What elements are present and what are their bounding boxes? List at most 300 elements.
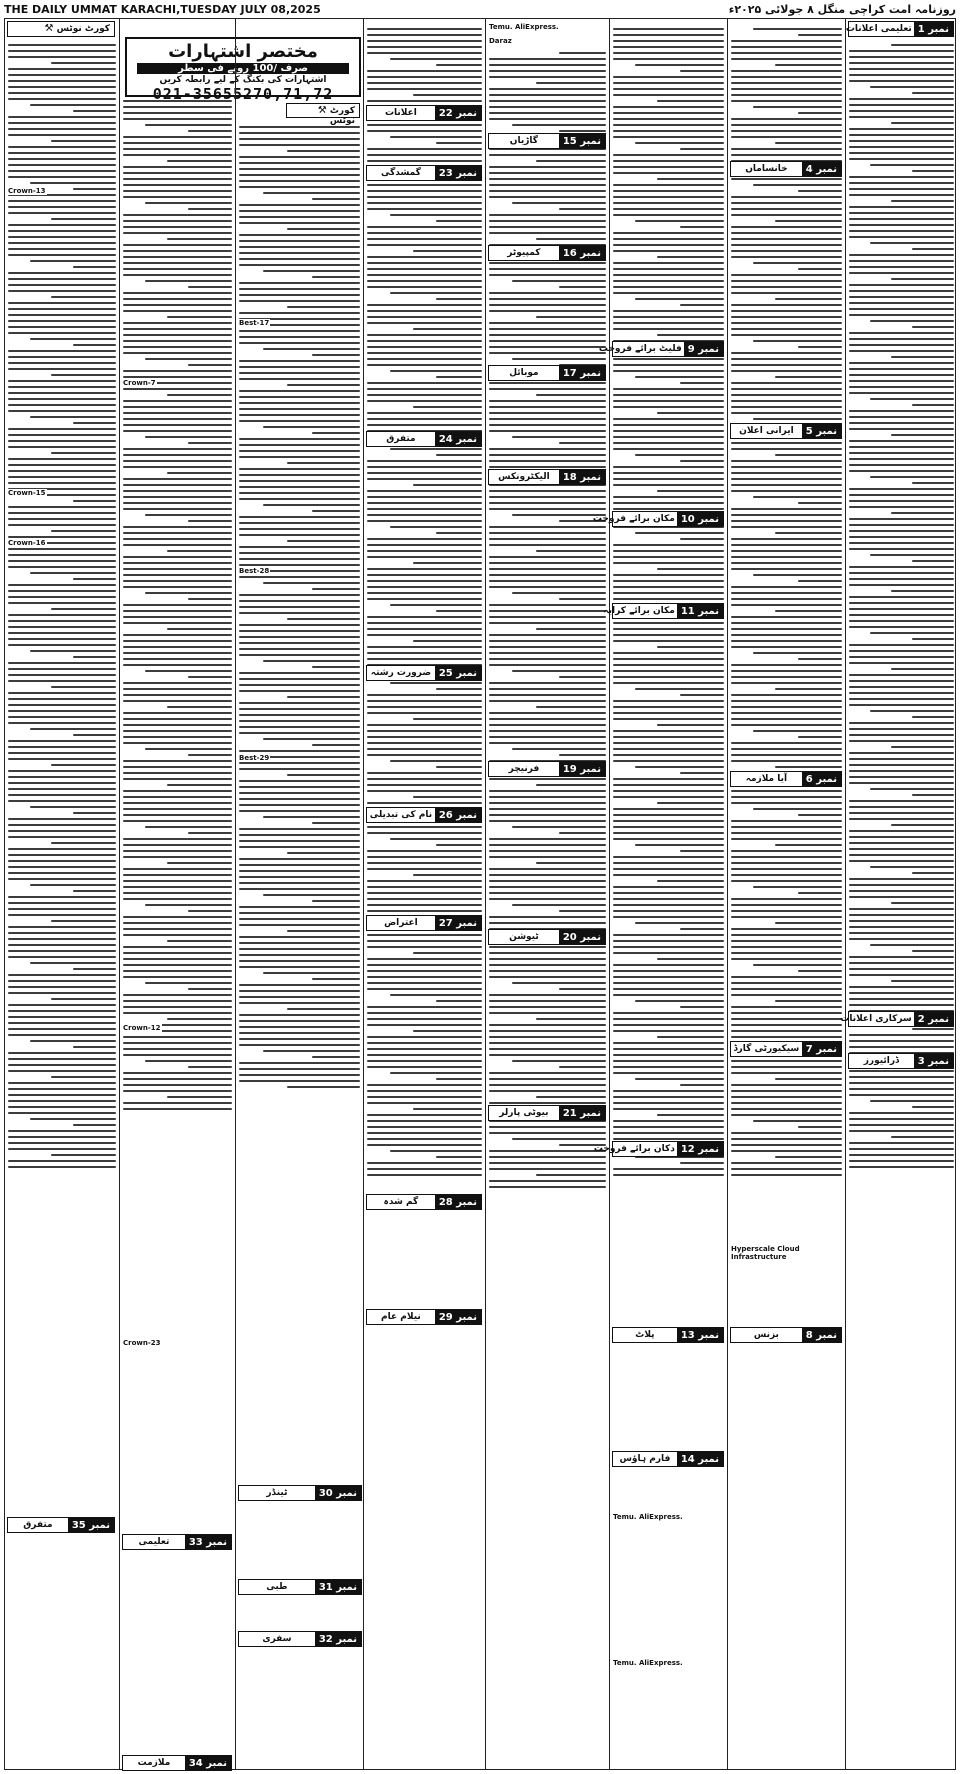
text-line [8, 566, 116, 568]
text-line [167, 472, 232, 474]
column-1-text [8, 41, 116, 1172]
text-line [8, 1094, 116, 1096]
text-line [123, 304, 232, 306]
crown-tag: Crown-7 [123, 379, 156, 387]
text-line [753, 964, 842, 966]
text-line [753, 730, 842, 732]
text-line [8, 1058, 116, 1060]
text-line [849, 548, 954, 550]
text-line [8, 626, 116, 628]
text-line [849, 842, 954, 844]
text-line [8, 752, 116, 754]
text-line [613, 994, 724, 996]
text-line [849, 722, 954, 724]
text-line [798, 34, 842, 36]
text-line [239, 636, 360, 638]
text-line [8, 464, 116, 466]
text-line [731, 796, 842, 798]
text-line [613, 934, 724, 936]
text-line [731, 70, 842, 72]
text-line [613, 784, 724, 786]
text-line [489, 382, 606, 384]
text-line [123, 274, 232, 276]
text-line [731, 226, 842, 228]
text-line [239, 780, 360, 782]
text-line [849, 266, 954, 268]
text-line [367, 412, 482, 414]
text-line [489, 172, 606, 174]
text-line [489, 814, 606, 816]
text-line [239, 996, 360, 998]
text-line [123, 610, 232, 612]
text-line [489, 268, 606, 270]
text-line [239, 1038, 360, 1040]
text-line [145, 124, 232, 126]
text-line [239, 624, 360, 626]
text-line [73, 1124, 116, 1126]
text-line [239, 126, 360, 128]
column-5 [485, 19, 609, 1769]
text-line [613, 34, 724, 36]
text-line [891, 434, 954, 436]
text-line [123, 226, 232, 228]
text-line [489, 802, 606, 804]
section-heading-21: نمبر 21 بیوٹی پارلر [488, 1105, 606, 1121]
text-line [559, 1066, 606, 1068]
text-line [239, 918, 360, 920]
text-line [367, 286, 482, 288]
text-line [8, 614, 116, 616]
text-line [263, 738, 360, 740]
text-line [613, 280, 724, 282]
text-line [731, 1024, 842, 1026]
text-line [367, 148, 482, 150]
text-line [731, 1096, 842, 1098]
text-line [657, 1036, 724, 1038]
text-line [123, 562, 232, 564]
text-line [753, 652, 842, 654]
text-line [613, 952, 724, 954]
text-line [367, 556, 482, 558]
text-line [123, 880, 232, 882]
text-line [8, 1016, 116, 1018]
text-line [263, 1050, 360, 1052]
text-line [8, 1004, 116, 1006]
text-line [123, 412, 232, 414]
text-line [657, 490, 724, 492]
text-line [167, 706, 232, 708]
text-line [731, 1006, 842, 1008]
text-line [489, 586, 606, 588]
text-line [367, 1126, 482, 1128]
text-line [123, 1012, 232, 1014]
text-line [536, 862, 606, 864]
text-line [731, 700, 842, 702]
text-line [613, 94, 724, 96]
text-line [657, 334, 724, 336]
text-line [239, 264, 360, 266]
text-line [8, 320, 116, 322]
text-line [123, 730, 232, 732]
text-line [8, 410, 116, 412]
text-line [188, 832, 232, 834]
text-line [613, 58, 724, 60]
text-line [489, 424, 606, 426]
text-line [489, 94, 606, 96]
section-heading-22: نمبر 22 اعلانات [366, 105, 482, 121]
text-line [367, 334, 482, 336]
text-line [123, 658, 232, 660]
text-line [8, 446, 116, 448]
text-line [657, 256, 724, 258]
text-line [239, 156, 360, 158]
crown-tag: Crown-16 [8, 539, 46, 547]
text-line [239, 966, 360, 968]
text-line [731, 1138, 842, 1140]
text-line [239, 714, 360, 716]
text-line [559, 208, 606, 210]
text-line [849, 656, 954, 658]
text-line [731, 1060, 842, 1062]
text-line [8, 230, 116, 232]
text-line [367, 862, 482, 864]
text-line [849, 152, 954, 154]
text-line [489, 556, 606, 558]
text-line [367, 382, 482, 384]
text-line [367, 490, 482, 492]
text-line [613, 622, 724, 624]
best-tag: Best-28 [239, 567, 270, 575]
masthead-urdu: روزنامہ امت کراچی منگل ۸ جولائی ۲۰۲۵ء [728, 2, 956, 16]
text-line [8, 284, 116, 286]
text-line [51, 920, 116, 922]
text-line [51, 452, 116, 454]
text-line [390, 448, 482, 450]
text-line [731, 286, 842, 288]
text-line [731, 214, 842, 216]
text-line [123, 952, 232, 954]
text-line [731, 568, 842, 570]
text-line [635, 454, 724, 456]
text-line [489, 466, 606, 468]
text-line [123, 478, 232, 480]
text-line [239, 330, 360, 332]
masthead [4, 2, 956, 16]
text-line [123, 712, 232, 714]
text-line [731, 466, 842, 468]
text-line [123, 244, 232, 246]
section-heading-32: نمبر 32 سفری [238, 1631, 362, 1647]
text-line [489, 664, 606, 666]
text-line [367, 658, 482, 660]
text-line [367, 154, 482, 156]
text-line [559, 52, 606, 54]
section-heading-1: نمبر 1 تعلیمی اعلانات [848, 21, 954, 37]
text-line [849, 1088, 954, 1090]
text-line [239, 240, 360, 242]
text-line [263, 192, 360, 194]
text-line [239, 204, 360, 206]
text-line [413, 640, 482, 642]
text-line [731, 238, 842, 240]
text-line [613, 238, 724, 240]
text-line [239, 294, 360, 296]
text-line [849, 506, 954, 508]
text-line [891, 590, 954, 592]
text-line [367, 280, 482, 282]
text-line [849, 140, 954, 142]
text-line [123, 328, 232, 330]
text-line [489, 634, 606, 636]
text-line [731, 916, 842, 918]
text-line [849, 1142, 954, 1144]
text-line [849, 80, 954, 82]
text-line [123, 946, 232, 948]
text-line [613, 394, 724, 396]
text-line [287, 1008, 360, 1010]
text-line [870, 164, 954, 166]
text-line [30, 260, 116, 262]
text-line [731, 670, 842, 672]
text-line [123, 868, 232, 870]
text-line [413, 796, 482, 798]
text-line [731, 1018, 842, 1020]
text-line [731, 640, 842, 642]
text-line [536, 238, 606, 240]
text-line [436, 1156, 482, 1158]
text-line [8, 1052, 116, 1054]
text-line [559, 988, 606, 990]
text-line [8, 770, 116, 772]
text-line [8, 98, 116, 100]
text-line [536, 82, 606, 84]
text-line [367, 352, 482, 354]
text-line [849, 350, 954, 352]
text-line [312, 900, 360, 902]
text-line [367, 46, 482, 48]
text-line [731, 982, 842, 984]
text-line [731, 994, 842, 996]
best-tag: Best-17 [239, 319, 270, 327]
text-line [489, 232, 606, 234]
ad-phone[interactable]: 021-35655270,71,72 [152, 85, 334, 103]
text-line [367, 700, 482, 702]
text-line [123, 856, 232, 858]
section-heading-16: نمبر 16 کمپیوٹر [488, 245, 606, 261]
text-line [8, 368, 116, 370]
text-line [849, 524, 954, 526]
text-line [8, 710, 116, 712]
text-line [613, 982, 724, 984]
text-line [489, 1048, 606, 1050]
court-notice-label: کورٹ نوٹس [56, 24, 110, 34]
text-line [613, 664, 724, 666]
text-line [239, 414, 360, 416]
text-line [123, 1042, 232, 1044]
text-line [367, 544, 482, 546]
text-line [367, 508, 482, 510]
text-line [731, 694, 842, 696]
text-line [536, 160, 606, 162]
text-line [849, 428, 954, 430]
text-line [489, 214, 606, 216]
text-line [51, 608, 116, 610]
text-line [123, 1084, 232, 1086]
text-line [512, 982, 606, 984]
text-line [559, 676, 606, 678]
text-line [731, 514, 842, 516]
text-line [489, 742, 606, 744]
text-line [489, 1156, 606, 1158]
text-line [489, 952, 606, 954]
text-line [613, 838, 724, 840]
text-line [8, 758, 116, 760]
text-line [123, 508, 232, 510]
text-line [489, 1186, 606, 1188]
text-line [8, 1130, 116, 1132]
text-line [613, 964, 724, 966]
text-line [613, 760, 724, 762]
text-line [731, 862, 842, 864]
text-line [613, 46, 724, 48]
text-line [559, 754, 606, 756]
section-heading-30: نمبر 30 ٹینڈر [238, 1485, 362, 1501]
text-line [8, 476, 116, 478]
text-line [367, 1006, 482, 1008]
text-line [8, 482, 116, 484]
text-line [775, 532, 842, 534]
text-line [367, 52, 482, 54]
text-line [849, 626, 954, 628]
column-7-text [731, 25, 842, 1180]
text-line [613, 202, 724, 204]
text-line [367, 358, 482, 360]
text-line [123, 424, 232, 426]
text-line [489, 700, 606, 702]
text-line [613, 310, 724, 312]
text-line [239, 684, 360, 686]
text-line [613, 406, 724, 408]
text-line [367, 1120, 482, 1122]
text-line [635, 298, 724, 300]
text-line [367, 388, 482, 390]
text-line [536, 550, 606, 552]
text-line [8, 1022, 116, 1024]
text-line [123, 262, 232, 264]
text-line [613, 430, 724, 432]
text-line [489, 448, 606, 450]
text-line [849, 662, 954, 664]
text-line [123, 1054, 232, 1056]
text-line [390, 1072, 482, 1074]
text-line [436, 1000, 482, 1002]
text-line [8, 908, 116, 910]
text-line [870, 398, 954, 400]
text-line [613, 172, 724, 174]
text-line [123, 850, 232, 852]
text-line [635, 688, 724, 690]
column-3-text [239, 123, 360, 1092]
text-line [536, 1174, 606, 1176]
text-line [188, 910, 232, 912]
text-line [239, 726, 360, 728]
text-line [680, 850, 724, 852]
section-heading-10: نمبر 10 مکان برائے فروخت [612, 511, 724, 527]
text-line [390, 994, 482, 996]
text-line [123, 616, 232, 618]
text-line [731, 1084, 842, 1086]
text-line [8, 722, 116, 724]
text-line [367, 748, 482, 750]
text-line [891, 746, 954, 748]
column-7 [727, 19, 845, 1769]
text-line [123, 622, 232, 624]
text-line [798, 580, 842, 582]
text-line [613, 916, 724, 918]
crown-tag: Crown-15 [8, 489, 46, 497]
text-line [489, 1090, 606, 1092]
text-line [73, 110, 116, 112]
text-line [731, 292, 842, 294]
text-line [123, 232, 232, 234]
text-line [8, 518, 116, 520]
text-line [489, 118, 606, 120]
text-line [123, 148, 232, 150]
text-line [731, 760, 842, 762]
text-line [849, 704, 954, 706]
text-line [489, 1000, 606, 1002]
text-line [613, 1168, 724, 1170]
text-line [512, 358, 606, 360]
text-line [731, 910, 842, 912]
text-line [613, 436, 724, 438]
text-line [287, 852, 360, 854]
text-line [367, 790, 482, 792]
text-line [849, 860, 954, 862]
text-line [367, 742, 482, 744]
text-line [849, 272, 954, 274]
text-line [8, 632, 116, 634]
text-line [657, 880, 724, 882]
text-line [145, 358, 232, 360]
text-line [731, 976, 842, 978]
text-line [123, 958, 232, 960]
text-line [312, 588, 360, 590]
text-line [489, 388, 606, 390]
text-line [239, 168, 360, 170]
text-line [753, 340, 842, 342]
text-line [489, 1180, 606, 1182]
text-line [849, 386, 954, 388]
text-line [8, 992, 116, 994]
text-line [436, 142, 482, 144]
text-line [8, 638, 116, 640]
text-line [731, 364, 842, 366]
text-line [731, 556, 842, 558]
text-line [849, 770, 954, 772]
text-line [239, 942, 360, 944]
text-line [680, 928, 724, 930]
text-line [680, 772, 724, 774]
text-line [8, 662, 116, 664]
text-line [613, 232, 724, 234]
text-line [413, 328, 482, 330]
text-line [8, 866, 116, 868]
text-line [613, 508, 724, 510]
text-line [51, 62, 116, 64]
text-line [680, 226, 724, 228]
text-line [367, 340, 482, 342]
